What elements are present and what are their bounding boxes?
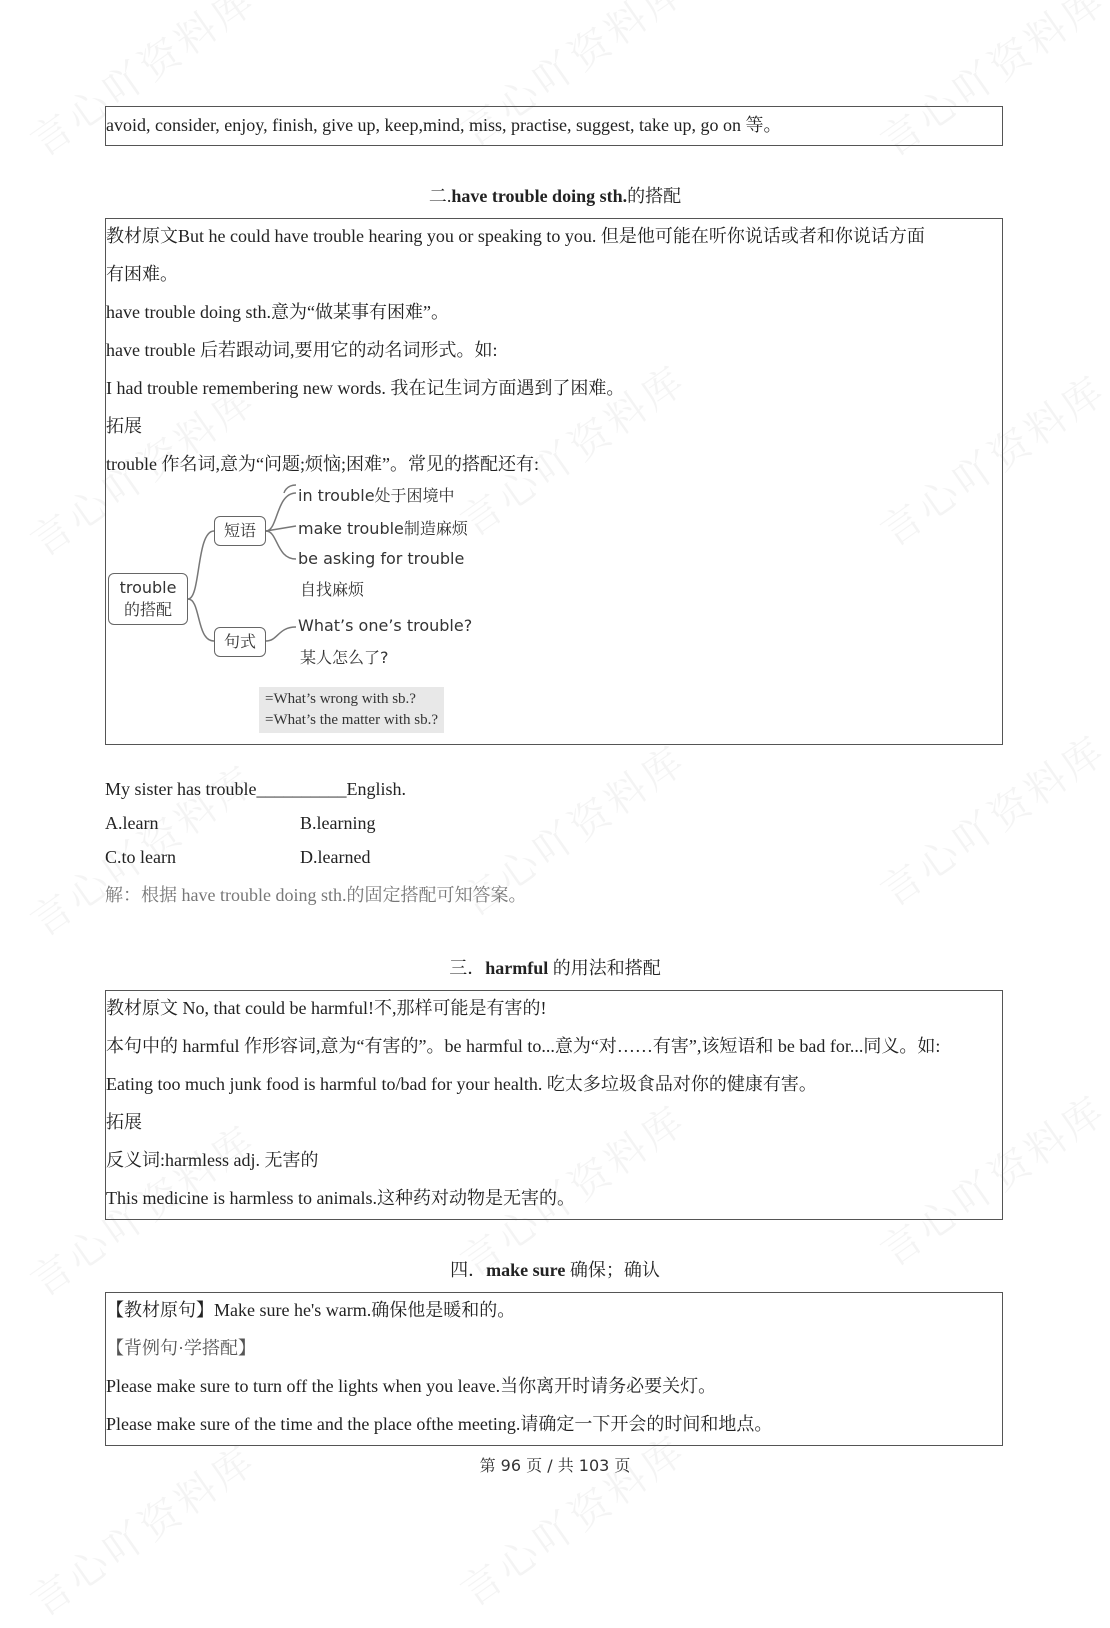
- text-line: 教材原文But he could have trouble hearing you or speaking to you. 但是他可能在听你说话或者和你说话方面: [106, 226, 925, 246]
- text-line: have trouble doing sth.意为“做某事有困难”。: [106, 302, 449, 322]
- answer-explanation: 解：根据 have trouble doing sth.的固定搭配可知答案。: [105, 885, 527, 905]
- text-line: Eating too much junk food is harmful to/bad for your health. 吃太多垃圾食品对你的健康有害。: [106, 1074, 817, 1094]
- phrase-in-trouble: in trouble处于困境中: [298, 486, 455, 505]
- text-line: This medicine is harmless to animals.这种药对动物是无害的。: [106, 1188, 575, 1208]
- section-2-heading: 二.have trouble doing sth.的搭配: [428, 186, 682, 206]
- verb-list-text: avoid, consider, enjoy, finish, give up, keep,mind, miss, practise, suggest, take up, go on 等。: [106, 115, 782, 135]
- section-4-heading: 四．make sure 确保；确认: [450, 1260, 660, 1280]
- question-text: My sister has trouble__________English.: [105, 779, 406, 799]
- section-2-box: [105, 218, 1003, 745]
- text-line: I had trouble remembering new words. 我在记生词方面遇到了困难。: [106, 378, 625, 398]
- text-line: 教材原文 No, that could be harmful!不,那样可能是有害的!: [106, 998, 547, 1018]
- text-line: 反义词:harmless adj. 无害的: [106, 1150, 319, 1170]
- section-3-box: [105, 990, 1003, 1220]
- text-line: 【教材原句】Make sure he's warm.确保他是暖和的。: [106, 1300, 516, 1320]
- mind-map-branch-phrases: 短语: [214, 516, 266, 546]
- watermark: [868, 719, 1110, 917]
- section-4-box: [105, 1292, 1003, 1446]
- option-b: B.learning: [300, 813, 376, 833]
- mind-map: [106, 481, 526, 741]
- phrase-asking-for-trouble: be asking for trouble: [298, 549, 465, 568]
- mind-map-branch-patterns: 句式: [214, 627, 266, 657]
- synonym-patterns: =What’s wrong with sb.? =What’s the matter with sb.?: [259, 687, 444, 733]
- section-3-heading: 三．harmful 的用法和搭配: [449, 958, 661, 978]
- watermark: [448, 1419, 697, 1617]
- mind-map-root: trouble 的搭配: [108, 573, 188, 625]
- page-number: 第 96 页 / 共 103 页: [479, 1456, 631, 1475]
- text-line: 拓展: [106, 1112, 142, 1132]
- text-line: 【背例句·学搭配】: [106, 1338, 256, 1358]
- text-line: trouble 作名词,意为“问题;烦恼;困难”。常见的搭配还有:: [106, 454, 539, 474]
- option-a: A.learn: [105, 813, 159, 833]
- phrase-asking-for-trouble-cn: 自找麻烦: [300, 580, 365, 599]
- pattern-whats-trouble: What’s one’s trouble?: [298, 616, 473, 635]
- text-line: Please make sure of the time and the place ofthe meeting.请确定一下开会的时间和地点。: [106, 1414, 773, 1434]
- pattern-whats-trouble-cn: 某人怎么了?: [300, 648, 389, 667]
- option-d: D.learned: [300, 847, 371, 867]
- text-line: 拓展: [106, 416, 142, 436]
- phrase-make-trouble: make trouble制造麻烦: [298, 519, 468, 538]
- text-line: 有困难。: [106, 264, 178, 284]
- text-line: Please make sure to turn off the lights when you leave.当你离开时请务必要关灯。: [106, 1376, 717, 1396]
- text-line: have trouble 后若跟动词,要用它的动名词形式。如:: [106, 340, 498, 360]
- option-c: C.to learn: [105, 847, 176, 867]
- verb-list-box: [105, 106, 1003, 146]
- text-line: 本句中的 harmful 作形容词,意为“有害的”。be harmful to...意为“对……有害”,该短语和 be bad for...同义。如:: [106, 1036, 941, 1056]
